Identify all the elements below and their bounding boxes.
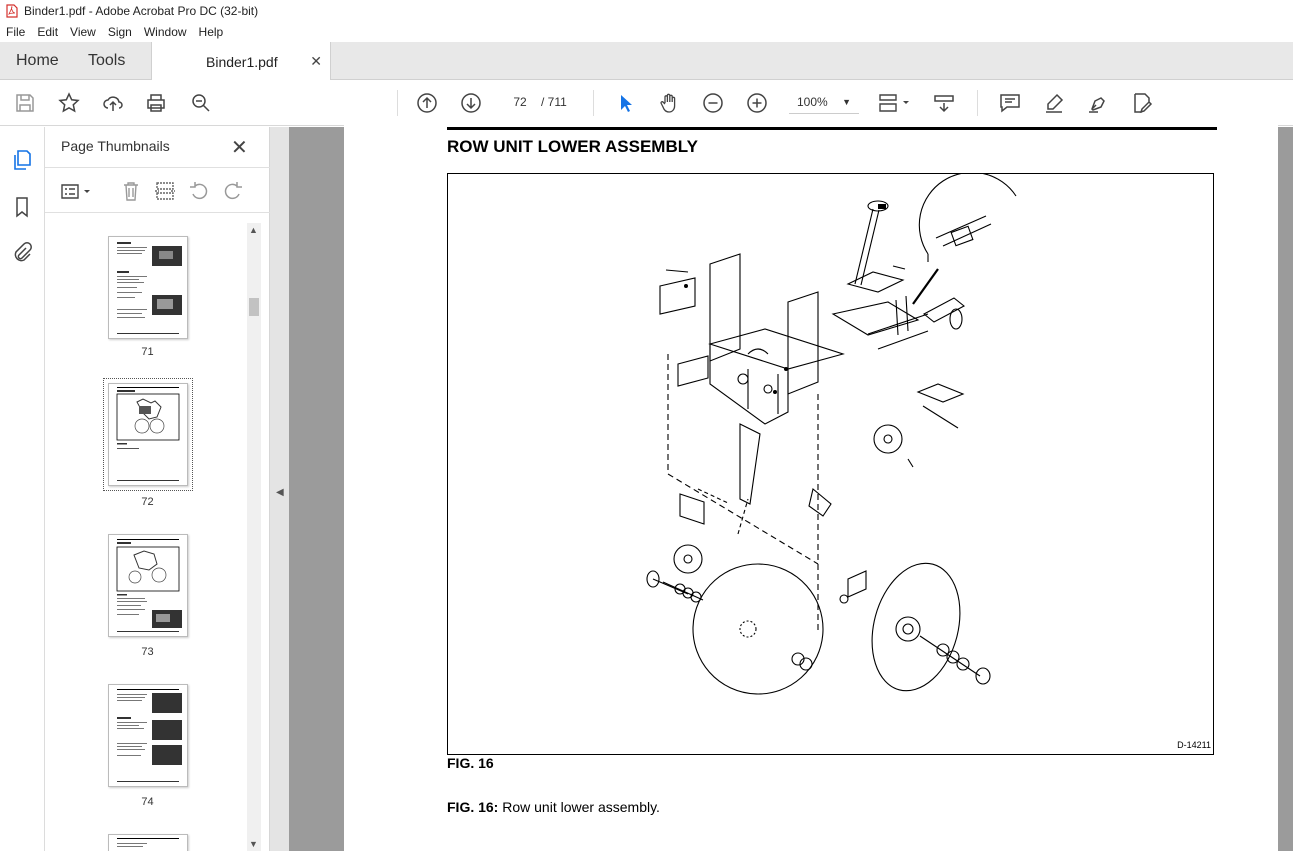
page-preview [109, 384, 187, 485]
tab-document-label: Binder1.pdf [206, 53, 278, 70]
menu-file[interactable]: File [6, 25, 26, 39]
caption-text: Row unit lower assembly. [502, 799, 660, 815]
thumbnail-list [45, 220, 250, 851]
scroll-mode-icon[interactable] [932, 91, 956, 115]
zoom-dropdown[interactable] [789, 90, 859, 114]
edit-pdf-icon[interactable] [1130, 91, 1154, 115]
page-number-input[interactable]: 72 [513, 95, 527, 109]
thumbnail-toolbar [45, 167, 270, 213]
exploded-assembly-drawing [448, 174, 1213, 754]
document-viewer[interactable] [289, 127, 1293, 851]
toolbar-separator [593, 90, 594, 116]
page-thumbnails-icon[interactable] [11, 149, 33, 171]
acrobat-app-icon [6, 4, 18, 18]
page-preview [109, 535, 187, 636]
page-preview [109, 685, 187, 786]
thumbnail-label: 72 [141, 496, 154, 508]
insert-page-icon[interactable] [154, 180, 176, 202]
scroll-down-icon[interactable]: ▼ [249, 839, 258, 849]
thumbnail-label: 71 [141, 346, 154, 358]
page-preview [109, 237, 187, 338]
page-thumbnail[interactable] [108, 236, 188, 339]
page-thumbnail[interactable] [108, 534, 188, 637]
select-cursor-icon[interactable] [613, 91, 637, 115]
menu-help[interactable]: Help [198, 25, 224, 39]
tab-document[interactable] [151, 42, 331, 81]
menu-view[interactable]: View [70, 25, 96, 39]
figure-label: FIG. 16 [447, 755, 494, 771]
save-icon[interactable] [13, 91, 37, 115]
scrollbar-thumb[interactable] [249, 298, 259, 316]
options-menu-icon[interactable] [59, 180, 93, 202]
page-total-label: / 711 [541, 95, 567, 109]
tab-tools[interactable]: Tools [88, 51, 126, 69]
hand-tool-icon[interactable] [657, 91, 681, 115]
rotate-right-icon[interactable] [222, 180, 244, 202]
sign-pen-icon[interactable] [1086, 91, 1110, 115]
zoom-value: 100% [797, 95, 828, 109]
page-top-rule [447, 127, 1217, 130]
tab-bar [0, 42, 1293, 80]
delete-page-icon[interactable] [120, 180, 142, 202]
search-zoom-icon[interactable] [189, 91, 213, 115]
menu-edit[interactable]: Edit [37, 25, 59, 39]
document-scrollbar[interactable] [1279, 127, 1293, 851]
collapse-left-icon[interactable]: ◀ [276, 487, 284, 498]
panel-title: Page Thumbnails [61, 138, 170, 154]
previous-page-icon[interactable] [415, 91, 439, 115]
navigation-rail [0, 127, 45, 851]
zoom-in-icon[interactable] [745, 91, 769, 115]
page-display-icon[interactable] [876, 91, 912, 115]
window-title: Binder1.pdf - Adobe Acrobat Pro DC (32-bit) [24, 4, 259, 18]
figure-caption [447, 799, 660, 815]
print-icon[interactable] [144, 91, 168, 115]
panel-collapse-strip[interactable] [270, 127, 289, 851]
page-thumbnails-panel [45, 127, 270, 851]
thumbnail-scrollbar[interactable] [247, 223, 261, 851]
bookmark-star-icon[interactable] [57, 91, 81, 115]
upload-icon[interactable] [101, 91, 125, 115]
thumbnail-label: 74 [141, 796, 154, 808]
page-heading: ROW UNIT LOWER ASSEMBLY [447, 137, 698, 156]
figure-frame [447, 173, 1214, 755]
next-page-icon[interactable] [459, 91, 483, 115]
scroll-up-icon[interactable]: ▲ [249, 225, 258, 235]
page-thumbnail[interactable] [108, 834, 188, 851]
pdf-page [344, 123, 1278, 863]
thumbnail-label: 73 [141, 646, 154, 658]
rotate-left-icon[interactable] [188, 180, 210, 202]
toolbar-separator [397, 90, 398, 116]
zoom-out-icon[interactable] [701, 91, 725, 115]
tab-home[interactable]: Home [16, 51, 59, 69]
highlight-pen-icon[interactable] [1042, 91, 1066, 115]
close-tab-icon[interactable]: ✕ [310, 53, 322, 69]
main-toolbar [0, 80, 1293, 126]
comment-icon[interactable] [998, 91, 1022, 115]
menu-sign[interactable]: Sign [107, 25, 132, 39]
page-thumbnail[interactable] [108, 684, 188, 787]
bookmark-icon[interactable] [11, 196, 33, 218]
caption-label: FIG. 16: [447, 799, 499, 815]
menu-window[interactable]: Window [143, 25, 187, 39]
menu-bar [0, 22, 1293, 42]
attachment-icon[interactable] [11, 241, 33, 263]
close-panel-icon[interactable]: ✕ [231, 137, 248, 159]
page-preview [109, 835, 187, 851]
chevron-down-icon: ▼ [842, 97, 851, 107]
page-thumbnail-selected[interactable] [108, 383, 188, 486]
figure-code: D-14211 [1177, 740, 1211, 750]
title-bar [0, 0, 1293, 22]
toolbar-separator [977, 90, 978, 116]
